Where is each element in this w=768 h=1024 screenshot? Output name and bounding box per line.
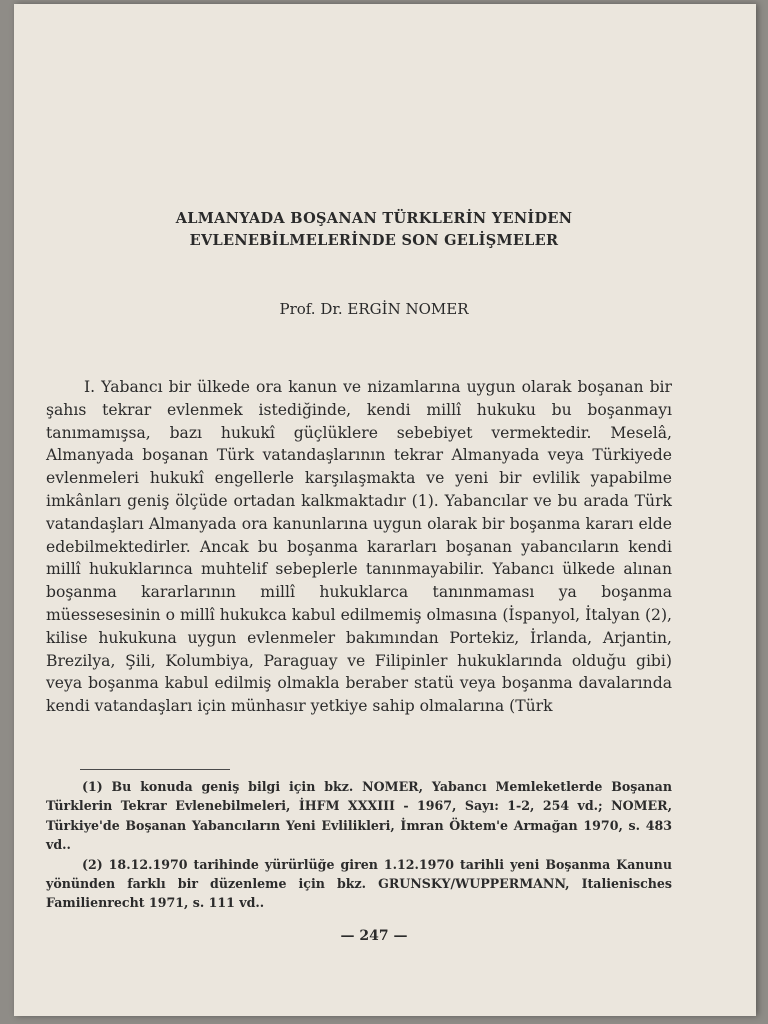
book-page	[14, 4, 756, 1016]
title-line-2: EVLENEBİLMELERİNDE SON GELİŞMELER	[189, 232, 559, 249]
paragraph-text: I. Yabancı bir ülkede ora kanun ve nizamlarına uygun olarak boşanan bir şahıs tekrar evlenmek istediğinde, kendi millî hukuku bu boşanmayı tanımamışsa, bazı hukukî güçlüklere sebebiyet vermektedir. Meselâ, Almanyada boşanan Türk vatandaşlarının tekrar Almanyada veya Türkiyede evlenmeleri hukukî engellerle karşılaşmakta ve yeni bir evlilik yapabilme imkânları geniş ölçüde ortadan kalkmaktadır (1). Yabancılar ve bu arada Türk vatandaşları Almanyada ora kanunlarına uygun olarak bir boşanma kararı elde edebilmektedirler. Ancak bu boşanma kararları boşanan yabancıların kendi millî hukuklarınca muhtelif sebeplerle tanınmayabilir. Yabancı ülkede alınan boşanma kararlarının millî hukuklarca tanınmaması ya boşanma müessesesinin o millî hukukca kabul edilmemiş olmasına (İspanyol, İtalyan (2), kilise hukukuna uygun evlenmeler bakımından Portekiz, İrlanda, Arjantin, Brezilya, Şili, Kolumbiya, Paraguay ve Filipinler hukuklarında olduğu gibi) veya boşanma kabul edilmiş olmakla beraber statü veya boşanma davalarında kendi vatandaşları için münhasır yetkiye sahip olmalarına (Türk	[46, 378, 672, 716]
title-line-1: ALMANYADA BOŞANAN TÜRKLERİN YENİDEN	[175, 210, 573, 227]
footnotes	[46, 777, 672, 913]
footnote-divider	[80, 769, 230, 770]
article-title	[64, 208, 684, 252]
page-number: — 247 —	[340, 928, 408, 944]
footnote-2: (2) 18.12.1970 tarihinde yürürlüğe giren 1.12.1970 tarihli yeni Boşanma Kanunu yönünden farklı bir düzenleme için bkz. GRUNSKY/WUPPERMANN, Italienisches Familienrecht 1971, s. 111 vd..	[46, 856, 672, 911]
body-paragraph	[46, 376, 672, 718]
footnote-1: (1) Bu konuda geniş bilgi için bkz. NOMER, Yabancı Memleketlerde Boşanan Türklerin Tekrar Evlenebilmeleri, İHFM XXXIII - 1967, Sayı: 1-2, 254 vd.; NOMER, Türkiye'de Boşanan Yabancıların Yeni Evlilikleri, İmran Öktem'e Armağan 1970, s. 483 vd..	[46, 779, 672, 853]
author-name: Prof. Dr. ERGİN NOMER	[279, 300, 469, 318]
